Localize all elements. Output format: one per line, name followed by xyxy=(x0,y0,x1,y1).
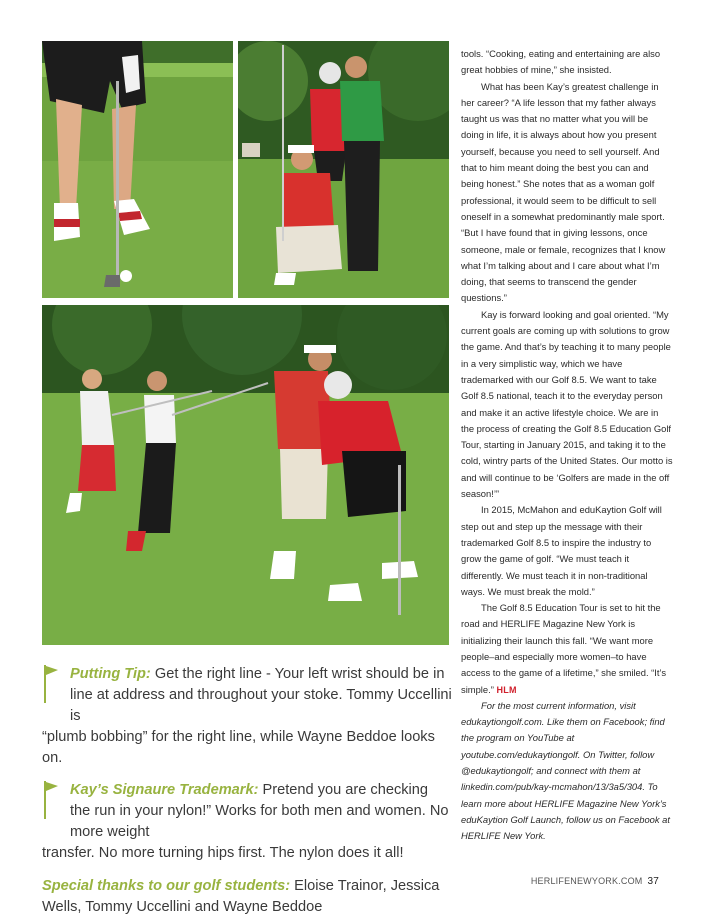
special-thanks xyxy=(42,876,452,918)
putting-tip-text-continued: “plumb bobbing” for the right line, while Wayne Beddoe looks on. xyxy=(42,729,435,766)
hlm-end-mark: HLM xyxy=(496,684,517,695)
footer-site: HERLIFENEWYORK.COM xyxy=(530,876,643,886)
special-thanks-heading: Special thanks to our golf students: xyxy=(42,878,291,894)
article-paragraph: Kay is forward looking and goal oriented. “My current goals are coming up with solutions to grow the game. And that’s by teaching it to many people in a very simplistic way, which we have trademarked with our Golf 8.5. We want to take Golf 8.5 national, teach it to the everyday person and make it an active lifestyle choice. We are in the process of creating the Golf 8.5 Education Golf Tour, starting in January 2015, and taking it to the cold, wintry parts of the United States. Our motto is and will continue to be ‘Golfers are made in the off season!’” xyxy=(461,308,673,500)
golf-flag-icon xyxy=(42,781,60,821)
putting-tip xyxy=(42,664,452,769)
article-paragraph: What has been Kay’s greatest challenge in her career? “A life lesson that my father always taught us was that no matter what you will be doing in life, it is always about how you present yourself, because you need to sell yourself. And that to him meant doing the best you can and being honest.” She notes that as a woman golf professional, it would seem to be difficult to sell oneself in a somewhat predominantly male sport. “But I have found that in giving lessons, once someone, male or female, recognizes that I know what I’m talking about and I care about what I’m doing, that seems to transcend the gender questions.” xyxy=(461,80,666,304)
golf-flag-icon xyxy=(42,665,60,705)
golfers-plumb-bobbing-photo xyxy=(238,41,449,298)
putting-tip-heading: Putting Tip: xyxy=(70,666,151,682)
article-credits: For the most current information, visit edukaytiongolf.com. Like them on Facebook; find the program on YouTube at youtube.com/edukaytiongolf. On Twitter, follow @edukaytiongolf; and connect with them at linkedin.com/pub/kay-mcmahon/13/3a5/304. To learn more about HERLIFE Magazine New York’s eduKaytion Golf Launch, follow us on Facebook at HERLIFE New York. xyxy=(461,699,670,842)
signature-trademark-tip xyxy=(42,780,452,864)
article-paragraph: In 2015, McMahon and eduKaytion Golf will step out and step up the message with their trademarked Golf 8.5 to inspire the industry to grow the game of golf. “We must teach it differently. We must teach it in non-traditional ways. We must break the mold.” xyxy=(461,504,662,597)
article-paragraph: tools. “Cooking, eating and entertaining are also great hobbies of mine,” she insisted. xyxy=(461,48,661,76)
golfer-legs-putting-photo xyxy=(42,41,233,298)
signature-trademark-heading: Kay’s Signaure Trademark: xyxy=(70,782,259,798)
tips-sidebar xyxy=(42,664,452,918)
special-thanks-text: Eloise Trainor, Jessica Wells, Tommy Uccellini and Wayne Beddoe xyxy=(42,878,440,915)
page-number: 37 xyxy=(647,876,659,887)
article-paragraph-text: The Golf 8.5 Education Tour is set to hit the road and HERLIFE Magazine New York is initializing their launch this fall. “We want more people–and especially more women–to have access to the game of a lifetime,” she smiled. “It’s simple.” xyxy=(461,602,667,695)
article-body xyxy=(461,46,673,845)
page-footer xyxy=(531,876,659,887)
article-paragraph xyxy=(461,600,673,698)
putting-tip-text: Get the right line - Your left wrist should be in line at address and throughout your stoke. Tommy Uccellini is xyxy=(70,666,452,724)
signature-trademark-text: Pretend you are checking the run in your nylon!” Works for both men and women. No more weight xyxy=(70,782,449,840)
golf-lesson-group-photo xyxy=(42,305,449,645)
signature-trademark-text-continued: transfer. No more turning hips first. The nylon does it all! xyxy=(42,845,404,861)
